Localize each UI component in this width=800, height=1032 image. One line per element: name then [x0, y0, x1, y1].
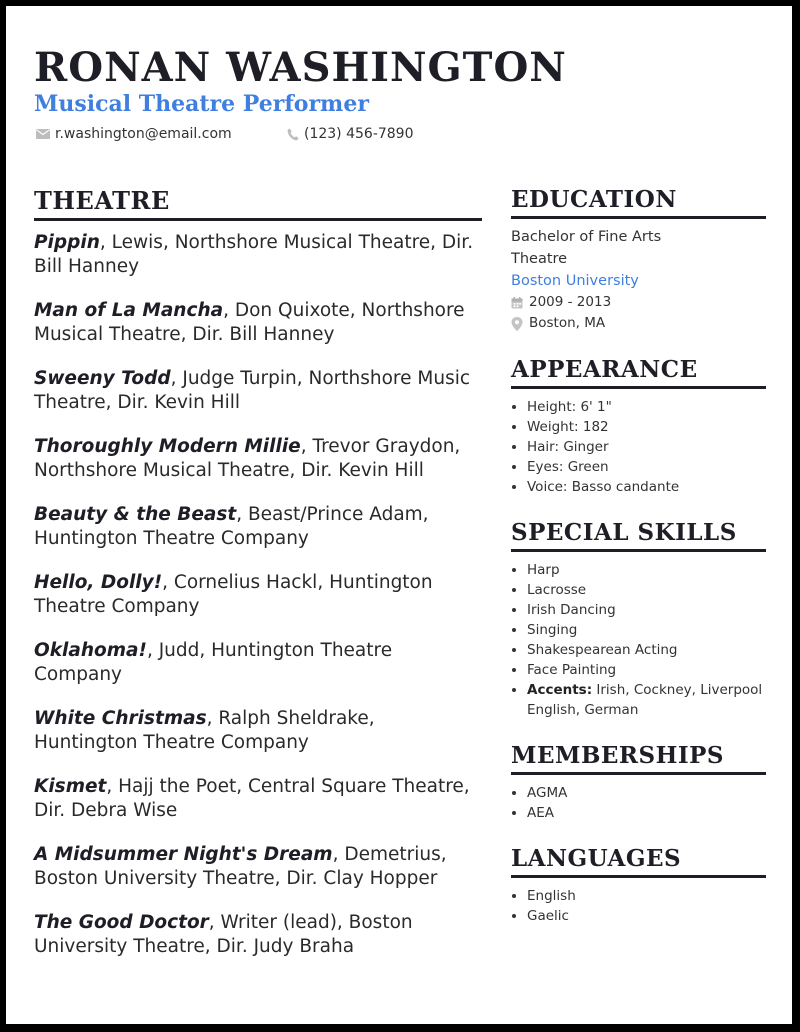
credit-details: , Don Quixote, Northshore Musical Theatre, Dir. Bill Hanney [34, 300, 465, 345]
degree: Bachelor of Fine Arts [511, 229, 662, 245]
show-title: Sweeny Todd [34, 368, 171, 389]
theatre-credit [34, 503, 482, 551]
theatre-credit [34, 435, 482, 483]
location-pin-icon [511, 317, 523, 331]
phone-contact [287, 126, 414, 142]
list-item: • Weight: 182 [527, 417, 766, 437]
appearance-section [511, 356, 766, 497]
phone-text: (123) 456-7890 [304, 126, 414, 142]
education-section [511, 186, 766, 334]
dates-text: 2009 - 2013 [529, 294, 612, 310]
languages-heading: LANGUAGES [511, 845, 766, 878]
theatre-credits-list [34, 231, 482, 959]
email-contact [36, 126, 232, 142]
credit-details: , Writer (lead), Boston University Theatre, Dir. Judy Braha [34, 912, 413, 957]
skills-list [511, 560, 766, 720]
education-dates [511, 292, 766, 313]
theatre-credit [34, 911, 482, 959]
credit-details: , Demetrius, Boston University Theatre, Dir. Clay Hopper [34, 844, 447, 889]
education-entry [511, 226, 766, 334]
credit-details: , Cornelius Hackl, Huntington Theatre Company [34, 572, 433, 617]
memberships-heading: MEMBERSHIPS [511, 742, 766, 775]
school-name: Boston University [511, 273, 639, 289]
credit-details: , Judge Turpin, Northshore Music Theatre, Dir. Kevin Hill [34, 368, 471, 413]
special-skills-heading: SPECIAL SKILLS [511, 519, 766, 552]
credit-details: , Ralph Sheldrake, Huntington Theatre Company [34, 708, 375, 753]
show-title: Hello, Dolly! [34, 572, 163, 593]
credit-details: , Judd, Huntington Theatre Company [34, 640, 393, 685]
show-title: Pippin [34, 232, 100, 253]
list-item: • Irish Dancing [527, 600, 766, 620]
appearance-heading: APPEARANCE [511, 356, 766, 389]
list-item: • Voice: Basso candante [527, 477, 766, 497]
education-heading: EDUCATION [511, 186, 766, 219]
list-item: • Eyes: Green [527, 457, 766, 477]
languages-list [511, 886, 766, 926]
theatre-credit [34, 843, 482, 891]
show-title: Oklahoma! [34, 640, 147, 661]
show-title: White Christmas [34, 708, 207, 729]
show-title: The Good Doctor [34, 912, 209, 933]
accents-label: Accents: [527, 682, 593, 698]
candidate-name: RONAN WASHINGTON [34, 44, 567, 91]
show-title: A Midsummer Night's Dream [34, 844, 333, 865]
theatre-credit [34, 707, 482, 755]
list-item: • Face Painting [527, 660, 766, 680]
appearance-list [511, 397, 766, 497]
sidebar-column [511, 186, 766, 948]
list-item [527, 680, 766, 720]
resume-page [6, 6, 792, 1024]
accents-value: Irish, Cockney, Liverpool English, German [527, 682, 763, 718]
theatre-credit [34, 367, 482, 415]
list-item: • Lacrosse [527, 580, 766, 600]
theatre-credit [34, 299, 482, 347]
theatre-heading: THEATRE [34, 186, 482, 221]
show-title: Man of La Mancha [34, 300, 224, 321]
special-skills-section [511, 519, 766, 720]
theatre-credit [34, 231, 482, 279]
calendar-icon [511, 297, 523, 309]
theatre-column [34, 186, 482, 979]
memberships-list [511, 783, 766, 823]
theatre-credit [34, 639, 482, 687]
location-text: Boston, MA [529, 315, 606, 331]
list-item: • English [527, 886, 766, 906]
list-item: • Shakespearean Acting [527, 640, 766, 660]
list-item: • Harp [527, 560, 766, 580]
show-title: Beauty & the Beast [34, 504, 237, 525]
email-text: r.washington@email.com [55, 126, 232, 142]
phone-icon [287, 128, 299, 141]
theatre-credit [34, 571, 482, 619]
job-title: Musical Theatre Performer [34, 91, 369, 117]
languages-section [511, 845, 766, 926]
show-title: Kismet [34, 776, 107, 797]
credit-details: , Lewis, Northshore Musical Theatre, Dir. Bill Hanney [34, 232, 474, 277]
education-location [511, 313, 766, 334]
credit-details: , Hajj the Poet, Central Square Theatre, Dir. Debra Wise [34, 776, 470, 821]
show-title: Thoroughly Modern Millie [34, 436, 301, 457]
list-item: • AGMA [527, 783, 766, 803]
theatre-credit [34, 775, 482, 823]
list-item: • Singing [527, 620, 766, 640]
list-item: • AEA [527, 803, 766, 823]
list-item: • Hair: Ginger [527, 437, 766, 457]
list-item: • Gaelic [527, 906, 766, 926]
list-item: • Height: 6' 1" [527, 397, 766, 417]
credit-details: , Beast/Prince Adam, Huntington Theatre Company [34, 504, 429, 549]
envelope-icon [36, 129, 50, 139]
field-of-study: Theatre [511, 251, 568, 267]
credit-details: , Trevor Graydon, Northshore Musical Theatre, Dir. Kevin Hill [34, 436, 461, 481]
memberships-section [511, 742, 766, 823]
